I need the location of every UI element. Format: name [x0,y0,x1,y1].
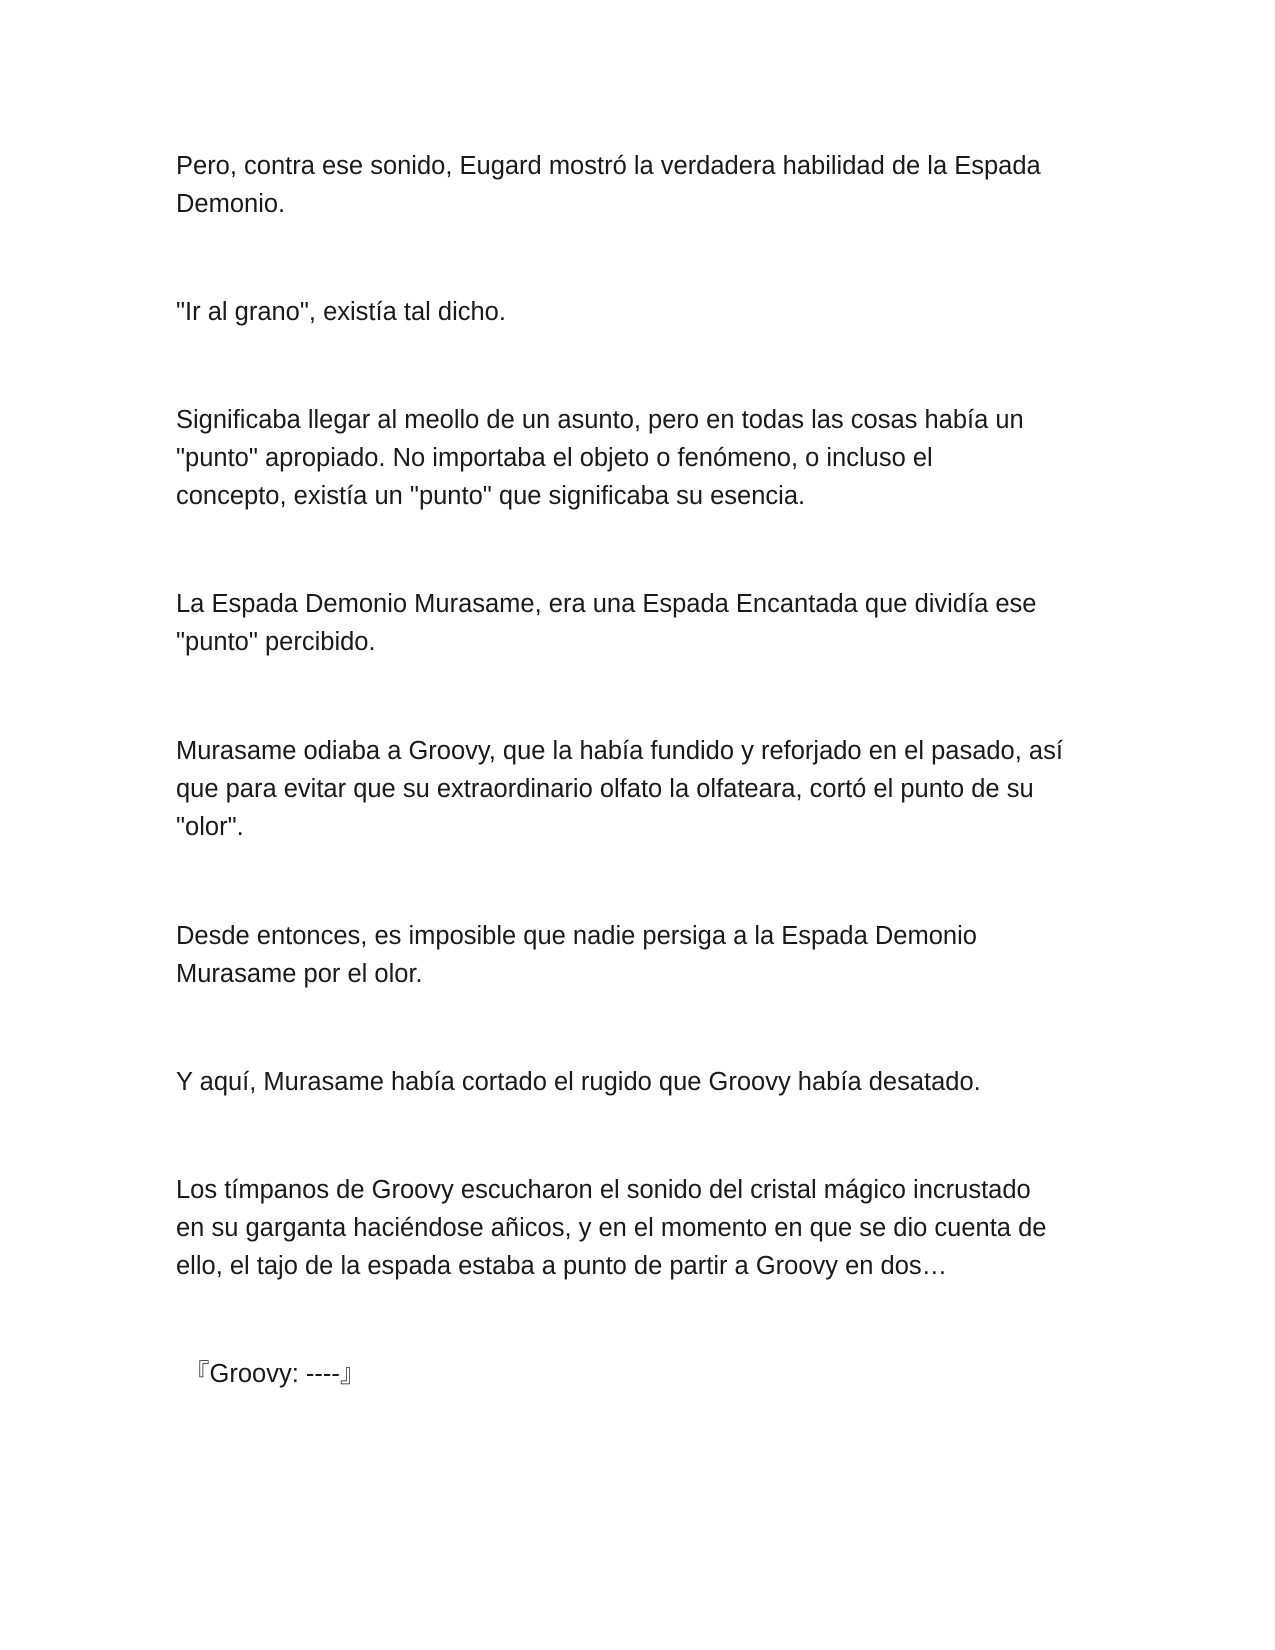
paragraph-8-line-2: en su garganta haciéndose añicos, y en el momento en que se dio cuenta de [176,1214,1047,1242]
paragraph-8 [176,1171,1106,1285]
paragraph-3-line-2: "punto" apropiado. No importaba el objeto o fenómeno, o incluso el [176,444,933,472]
paragraph-6-line-1: Desde entonces, es imposible que nadie persiga a la Espada Demonio [176,922,977,950]
dialogue-line [184,1355,1114,1393]
paragraph-4-line-1: La Espada Demonio Murasame, era una Espada Encantada que dividía ese [176,590,1037,618]
paragraph-5-line-1: Murasame odiaba a Groovy, que la había fundido y reforjado en el pasado, así [176,737,1063,765]
paragraph-8-line-3: ello, el tajo de la espada estaba a punto de partir a Groovy en dos… [176,1252,948,1280]
paragraph-3-line-1: Significaba llegar al meollo de un asunto, pero en todas las cosas había un [176,406,1024,434]
paragraph-1 [176,147,1106,223]
paragraph-5-line-2: que para evitar que su extraordinario olfato la olfateara, cortó el punto de su [176,775,1034,803]
paragraph-6 [176,917,1106,993]
paragraph-5-line-3: "olor". [176,813,244,841]
paragraph-3-line-3: concepto, existía un "punto" que significaba su esencia. [176,482,806,510]
paragraph-2 [176,293,1106,331]
paragraph-1-line-2: Demonio. [176,190,286,218]
paragraph-4 [176,585,1106,661]
paragraph-1-line-1: Pero, contra ese sonido, Eugard mostró la verdadera habilidad de la Espada [176,152,1041,180]
paragraph-5 [176,732,1106,846]
paragraph-2-line-1: "Ir al grano", existía tal dicho. [176,298,506,326]
paragraph-4-line-2: "punto" percibido. [176,628,376,656]
paragraph-8-line-1: Los tímpanos de Groovy escucharon el sonido del cristal mágico incrustado [176,1176,1031,1204]
dialogue-line-text: 『Groovy: ----』 [184,1360,366,1388]
paragraph-6-line-2: Murasame por el olor. [176,960,423,988]
paragraph-3 [176,401,1106,515]
paragraph-7-line-1: Y aquí, Murasame había cortado el rugido que Groovy había desatado. [176,1068,981,1096]
paragraph-7 [176,1063,1106,1101]
